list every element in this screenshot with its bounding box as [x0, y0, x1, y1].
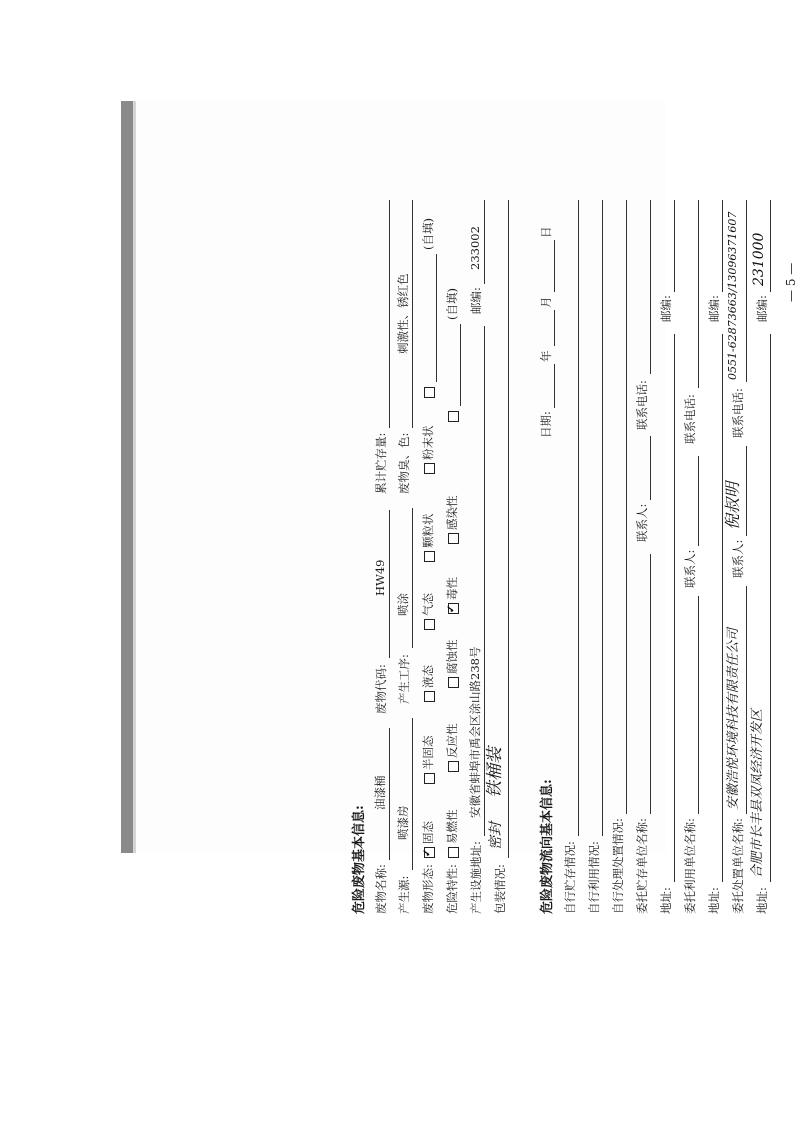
form-granule-checkbox[interactable] [424, 551, 435, 562]
hazard-flammable-checkbox[interactable] [448, 847, 459, 858]
form-solid-checkbox[interactable] [424, 847, 435, 858]
entrust-dispose-contact-value: 倪叔明 [723, 481, 742, 530]
waste-code-label: 废物代码: [374, 664, 388, 714]
hazard-other-underline [460, 324, 461, 406]
entrust-storage-underline [650, 554, 651, 814]
scanned-page [121, 101, 798, 914]
entrust-dispose-postcode-label: 邮编: [755, 295, 769, 322]
entrust-dispose-unit-value: 安徽浩悦环境科技有限责任公司 [726, 627, 741, 810]
process-label: 产生工序: [397, 654, 411, 704]
hazard-other-suffix: (自填) [445, 288, 459, 320]
date-month-underline [554, 310, 555, 346]
entrust-storage-contact-label: 联系人: [635, 503, 649, 542]
form-powder-checkbox[interactable] [424, 463, 435, 474]
form-option-liquid: 液态 [421, 665, 435, 688]
form-gas-checkbox[interactable] [424, 619, 435, 630]
entrust-use-contact-label: 联系人: [683, 549, 697, 588]
date-day: 日 [539, 226, 553, 238]
form-semisolid-checkbox[interactable] [424, 773, 435, 784]
entrust-use-address-label: 地址: [707, 887, 721, 914]
self-use-underline [602, 200, 603, 836]
facility-address-label: 产生设施地址: [469, 841, 483, 914]
entrust-storage-phone-label: 联系电话: [635, 380, 649, 430]
hazard-option-reactive: 反应性 [445, 723, 459, 758]
storage-label: 累计贮存量: [374, 432, 388, 494]
form-content [249, 196, 798, 914]
facility-address-value: 安徽省蚌埠市禹会区涂山路238号 [468, 646, 482, 818]
package-value-seal: 密封 [488, 822, 504, 850]
form-option-gas: 气态 [421, 593, 435, 616]
hazard-toxic-checkbox[interactable] [448, 603, 459, 614]
waste-name-underline [389, 728, 390, 860]
self-storage-label: 自行贮存情况: [563, 841, 577, 914]
package-label: 包装情况: [493, 864, 507, 914]
entrust-use-label: 委托利用单位名称: [683, 818, 697, 914]
entrust-use-phone-underline [698, 200, 699, 388]
entrust-storage-phone-underline [650, 200, 651, 374]
page-number: — 5 — [784, 262, 798, 302]
entrust-dispose-address-label: 地址: [755, 887, 769, 914]
storage-underline [389, 200, 390, 428]
entrust-dispose-contact-underline [746, 446, 747, 536]
postcode-underline [484, 200, 485, 284]
form-other-checkbox[interactable] [424, 387, 435, 398]
hazard-option-corrosive: 腐蚀性 [445, 639, 459, 674]
postcode-value: 233002 [468, 226, 482, 270]
waste-code-underline [389, 510, 390, 658]
self-storage-underline [578, 200, 579, 836]
source-underline [412, 718, 413, 870]
entrust-use-phone-label: 联系电话: [683, 394, 697, 444]
source-label: 产生源: [397, 875, 411, 914]
process-value: 喷涂 [396, 593, 410, 616]
entrust-dispose-label: 委托处置单位名称: [731, 818, 745, 914]
hazard-corrosive-checkbox[interactable] [448, 677, 459, 688]
waste-name-value: 油漆桶 [373, 775, 387, 810]
form-option-powder: 粉末状 [421, 425, 435, 460]
entrust-use-contact-underline [698, 456, 699, 546]
entrust-dispose-phone-label: 联系电话: [731, 388, 745, 438]
entrust-use-postcode-label: 邮编: [707, 295, 721, 322]
entrust-storage-label: 委托贮存单位名称: [635, 818, 649, 914]
entrust-dispose-postcode-value: 231000 [751, 232, 767, 286]
smell-underline [412, 200, 413, 428]
postcode-label: 邮编: [469, 287, 483, 314]
smell-label: 废物臭、色: [397, 432, 411, 494]
waste-name-label: 废物名称: [374, 864, 388, 914]
entrust-use-underline [698, 596, 699, 814]
form-other-underline [436, 254, 437, 382]
waste-code-value: HW49 [373, 559, 387, 596]
entrust-dispose-postcode-underline [770, 200, 771, 292]
entrust-dispose-address-underline [770, 334, 771, 882]
form-other-suffix: (自填) [421, 218, 435, 250]
form-option-semisolid: 半固态 [421, 735, 435, 770]
smell-value: 刺激性、锈红色 [396, 273, 410, 354]
form-label: 废物形态: [421, 864, 435, 914]
hazard-option-infectious: 感染性 [445, 495, 459, 530]
entrust-storage-postcode-underline [674, 200, 675, 292]
process-underline [412, 508, 413, 648]
date-label: 日期: [539, 411, 553, 438]
form-liquid-checkbox[interactable] [424, 691, 435, 702]
self-use-label: 自行利用情况: [587, 841, 601, 914]
source-value: 喷漆房 [396, 805, 410, 840]
entrust-storage-postcode-label: 邮编: [659, 295, 673, 322]
entrust-dispose-phone-value: 0551-62873663/13096371607 [726, 211, 739, 380]
basic-info-heading: 危险废物基本信息: [352, 805, 367, 914]
form-option-granule: 颗粒状 [421, 513, 435, 548]
entrust-dispose-contact-label: 联系人: [731, 539, 745, 578]
date-month: 月 [539, 296, 553, 308]
hazard-label: 危险特性: [445, 864, 459, 914]
entrust-storage-address-label: 地址: [659, 887, 673, 914]
entrust-use-address-underline [722, 334, 723, 882]
entrust-storage-address-underline [674, 334, 675, 882]
date-day-underline [554, 240, 555, 292]
self-dispose-underline [626, 200, 627, 814]
package-underline [508, 200, 509, 858]
paper-edge [133, 101, 136, 853]
self-dispose-label: 自行处理处置情况: [611, 818, 625, 914]
date-year-underline [554, 364, 555, 408]
package-value-drum: 铁桶装 [485, 747, 505, 798]
hazard-reactive-checkbox[interactable] [448, 761, 459, 772]
hazard-other-checkbox[interactable] [448, 411, 459, 422]
entrust-dispose-underline [746, 586, 747, 814]
hazard-infectious-checkbox[interactable] [448, 533, 459, 544]
entrust-dispose-address-value: 合肥市长丰县双凤经济开发区 [750, 708, 765, 878]
hazard-option-flammable: 易燃性 [445, 809, 459, 844]
flow-info-heading: 危险废物流向基本信息: [540, 779, 555, 914]
entrust-use-postcode-underline [722, 200, 723, 292]
hazard-option-toxic: 毒性 [445, 577, 459, 600]
form-option-solid: 固态 [421, 821, 435, 844]
date-year: 年 [539, 350, 553, 362]
entrust-dispose-phone-underline [746, 200, 747, 382]
entrust-storage-contact-underline [650, 436, 651, 500]
